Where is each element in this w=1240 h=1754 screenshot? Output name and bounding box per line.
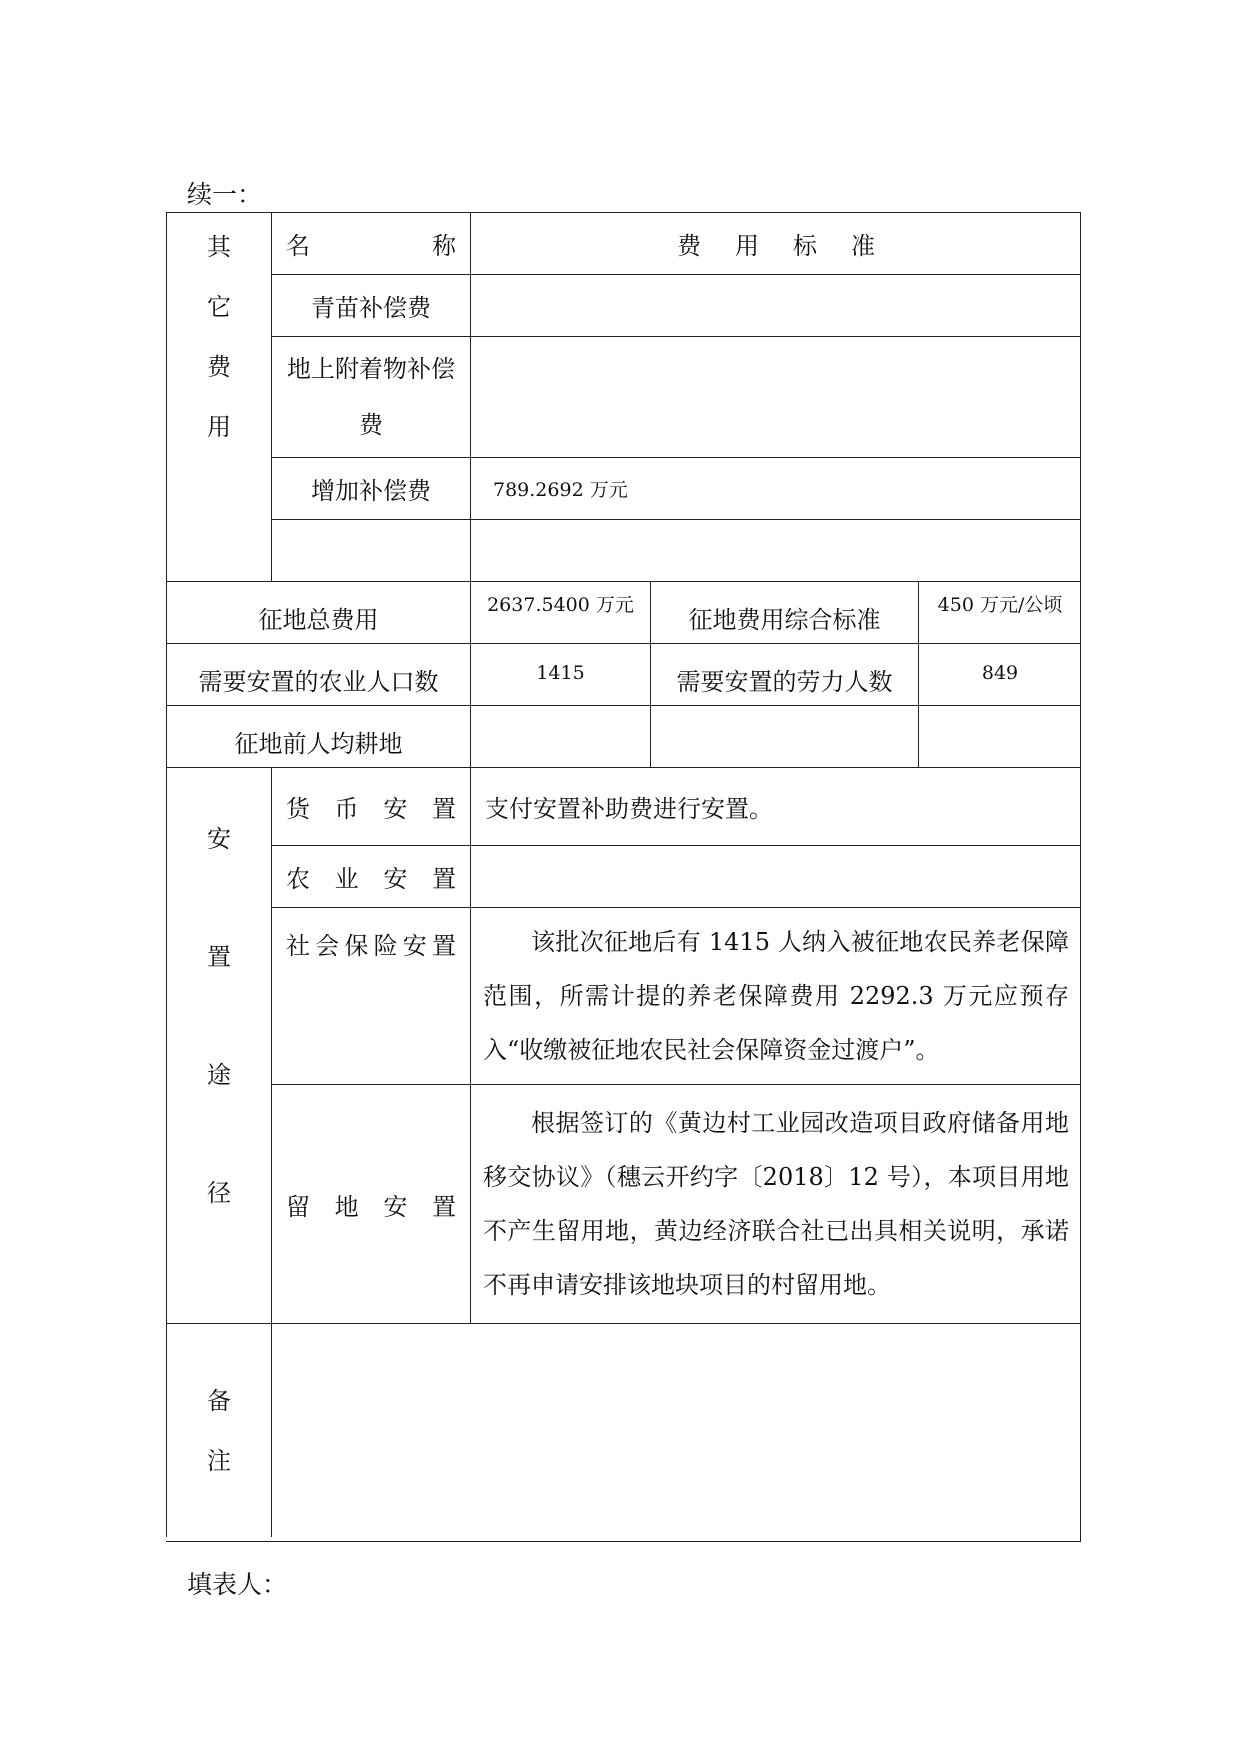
monetary-resettlement-value: 支付安置补助费进行安置。 — [470, 767, 1081, 845]
per-capita-land-value — [470, 705, 650, 767]
social-insurance-value: 该批次征地后有 1415 人纳入被征地农民养老保障范围，所需计提的养老保障费用 2292.3 万元应预存入“收缴被征地农民社会保障资金过渡户”。 — [470, 907, 1081, 1084]
reserved-land-label: 留 地 安 置 — [271, 1084, 470, 1323]
remarks-value — [271, 1323, 1081, 1537]
land-acquisition-fee-table — [166, 212, 1081, 1542]
monetary-resettlement-label: 货 币 安 置 — [271, 767, 470, 845]
fee-value-additional: 789.2692 万元 — [470, 457, 1081, 519]
remarks-label: 备 注 — [166, 1323, 271, 1537]
header-name: 名 称 — [271, 212, 470, 274]
fee-name-empty — [271, 519, 470, 581]
per-capita-land-label: 征地前人均耕地 — [166, 705, 470, 767]
per-capita-extra-cell — [650, 705, 918, 767]
fee-name-additional: 增加补偿费 — [271, 457, 470, 519]
total-fee-label: 征地总费用 — [166, 581, 470, 643]
fee-name-young-crops: 青苗补偿费 — [271, 274, 470, 336]
fee-name-attachments: 地上附着物补偿 费 — [271, 336, 470, 457]
other-fees-group-label: 其 它 费 用 — [166, 212, 271, 581]
labor-count-label: 需要安置的劳力人数 — [650, 643, 918, 705]
fee-standard-value: 450 万元/公顷 — [918, 581, 1081, 643]
agri-resettlement-value — [470, 845, 1081, 907]
social-insurance-label: 社 会 保 险 安 置 — [271, 907, 470, 1084]
per-capita-extra-cell-2 — [918, 705, 1081, 767]
resettlement-group-label: 安 置 途 径 — [166, 767, 271, 1323]
agri-population-label: 需要安置的农业人口数 — [166, 643, 470, 705]
fee-value-attachments — [470, 336, 1081, 457]
fee-value-young-crops — [470, 274, 1081, 336]
fee-value-empty — [470, 519, 1081, 581]
agri-resettlement-label: 农 业 安 置 — [271, 845, 470, 907]
fee-standard-label: 征地费用综合标准 — [650, 581, 918, 643]
caption-continued: 续一： — [187, 180, 263, 209]
reserved-land-value: 根据签订的《黄边村工业园改造项目政府储备用地移交协议》（穗云开约字〔2018〕12 号），本项目用地不产生留用地，黄边经济联合社已出具相关说明，承诺不再申请安排该地块项目的村留用地。 — [470, 1084, 1081, 1323]
total-fee-value: 2637.5400 万元 — [470, 581, 650, 643]
labor-count-value: 849 — [918, 643, 1081, 705]
header-fee-standard: 费 用 标 准 — [470, 212, 1081, 274]
filled-by-label: 填表人： — [187, 1570, 288, 1599]
agri-population-value: 1415 — [470, 643, 650, 705]
